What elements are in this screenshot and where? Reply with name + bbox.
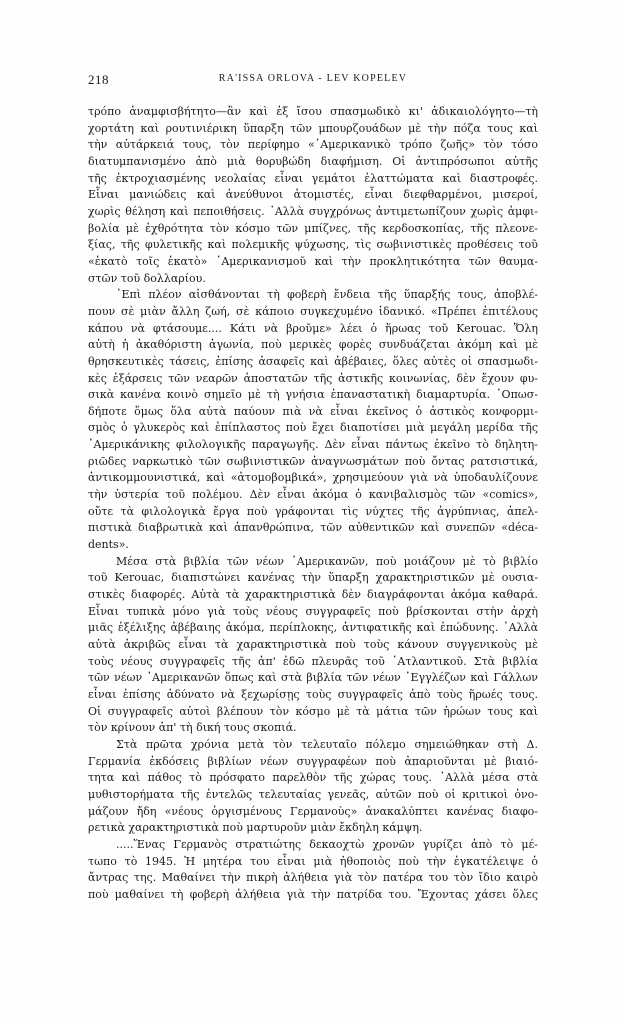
text-line: βολία μὲ ἐχθρότητα τὸν κόσμο τῶν μπίζνες, τῆς κερδοσκοπίας, τῆς πλεονε- xyxy=(88,221,538,235)
text-line: τρόπο ἀναμφισβήτητο—ἂν καὶ ἐξ ἴσου σπασμωδικὸ κι' ἀδικαιολόγητο—τὴ xyxy=(88,105,538,118)
text-line: τοὺς νέους συγγραφεῖς τῆς ἀπ' ἐδῶ πλευρᾶς τοῦ ᾿Ατλαντικοῦ. Στὰ βιβλία xyxy=(88,654,538,668)
text-line: ποὺ μαθαίνει τὴ φοβερὴ ἀλήθεια γιὰ τὴν πατρίδα του. Ἔχοντας χάσει ὅλες xyxy=(88,887,538,901)
text-line: πιστικὰ διαβρωτικὰ καὶ ἀπανθρώπινα, τῶν αὐθεντικῶν καὶ συνεπῶν «déca- xyxy=(88,521,538,535)
text-line: σικὰ κανένα κοινὸ σημεῖο μὲ τὴ γνήσια ἐπαναστατικὴ διαμαρτυρία. ᾿Οπωσ- xyxy=(88,388,538,402)
text-line: κὲς ἐξάρσεις τῶν νεαρῶν ἀποστατῶν τῆς ἀστικῆς κοινωνίας, δὲν ἔχουν φυ- xyxy=(88,371,538,385)
text-line: σμὸς ὁ γλυκερὸς καὶ ἐπίπλαστος ποὺ ἔχει διαποτίσει μιὰ μεγάλη μερίδα τῆς xyxy=(88,421,538,435)
text-line: αὐτὴ ἡ ἀκαθόριστη ἀγωνία, ποὺ μερικὲς φορὲς συνδυάζεται ἀκόμη καὶ μὲ xyxy=(88,338,538,352)
text-line: στῶν τοῦ δολλαρίου. xyxy=(88,271,206,285)
text-line: τὴν αὐτάρκειά τους, τὸν περίφημο «᾿Αμερικανικὸ τρόπο ζωῆς» τὸν τόσο xyxy=(88,138,538,152)
text-line: dents». xyxy=(88,538,129,552)
text-line: χωρὶς θέληση καὶ πεποιθήσεις. ᾿Αλλὰ συγχρόνως ἀντιμετωπίζουν χωρὶς ἀμφι- xyxy=(88,204,538,218)
text-line: ἄντρας της. Μαθαίνει τὴν πικρὴ ἀλήθεια γιὰ τὸν πατέρα του τὸν ἴδιο καιρὸ xyxy=(88,871,538,885)
text-line: πουν σὲ μιὰν ἄλλη ζωή, σὲ κάποιο συγκεχυμένο ἰδανικό. «Πρέπει ἐπιτέλους xyxy=(88,304,538,318)
page-header xyxy=(88,72,538,88)
text-line: ᾿Επὶ πλέον αἰσθάνονται τὴ φοβερὴ ἔνδεια τῆς ὕπαρξής τους, ἀποβλέ- xyxy=(116,288,538,302)
text-line: Στὰ πρῶτα χρόνια μετὰ τὸν τελευταῖο πόλεμο σημειώθηκαν στὴ Δ. xyxy=(116,737,538,751)
text-line: ξίας, τῆς φυλετικῆς καὶ πολεμικῆς ψύχωσης, τὶς σωβινιστικὲς προθέσεις τοῦ xyxy=(88,238,538,252)
text-line: οὔτε τὰ φιλολογικὰ ἔργα ποὺ γράφονται τὶς νύχτες τῆς ἀγρύπνιας, ἀπελ- xyxy=(88,504,538,518)
text-line: Οἱ συγγραφεῖς αὐτοὶ βλέπουν τὸν κόσμο μὲ τὰ μάτια τῶν ἡρώων τους καὶ xyxy=(88,704,538,718)
text-line: Εἶναι μανιώδεις καὶ ἀνεύθυνοι ἀτομιστές, εἶναι διεφθαρμένοι, μισεροί, xyxy=(88,188,538,202)
text-line: αὐτὰ ἀκριβῶς εἶναι τὰ χαρακτηριστικὰ ποὺ τοὺς κάνουν συγγενικοὺς μὲ xyxy=(88,638,538,651)
text-line: ρετικὰ χαρακτηριστικὰ ποὺ μαρτυροῦν μιὰν ἔκδηλη κάμψη. xyxy=(88,821,423,835)
text-line: ριῶδες ναρκωτικὸ τῶν σωβινιστικῶν ἀναγνωσμάτων ποὺ ὄντας ρατσιστικά, xyxy=(88,454,538,468)
text-line: Γερμανία ἐκδόσεις βιβλίων νέων συγγραφέων ποὺ ἀπαριοῦνται μὲ βιαιό- xyxy=(88,754,538,768)
text-line: τὴν ὑστερία τοῦ πολέμου. Δὲν εἶναι ἀκόμα ὁ κανιβαλισμὸς τῶν «comics», xyxy=(88,488,538,502)
text-line: δήποτε ὅμως ὅλα αὐτὰ παύουν πιὰ νὰ εἶναι ἐκεῖνος ὁ ἀστικὸς κονφορμι- xyxy=(88,404,538,418)
text-line: τῆς ἐκτροχιασμένης νεολαίας εἶναι γεμάτοι ἐλαττώματα καὶ διαστροφές. xyxy=(88,171,538,185)
text-line: Εἶναι τυπικὰ μόνο γιὰ τοὺς νέους συγγραφεῖς ποὺ βρίσκονται στὴν ἀρχὴ xyxy=(88,604,538,618)
text-line: θρησκευτικὲς τάσεις, ἐπίσης ἀσαφεῖς καὶ ἀβέβαιες, ὅλες αὐτὲς οἱ σπασμωδι- xyxy=(88,354,538,368)
text-line: στικὲς διαφορές. Αὐτὰ τὰ χαρακτηριστικὰ δὲν διαγράφονται ἀκόμα καθαρά. xyxy=(88,588,538,602)
text-line: εἶναι ἐπίσης ἀδύνατο νὰ ξεχωρίσῃς τοὺς συγγραφεῖς ἀπὸ τοὺς ἥρωές τους. xyxy=(88,687,538,701)
text-line: τωπο τὸ 1945. Ἡ μητέρα του εἶναι μιὰ ἠθοποιὸς ποὺ τὴν ἐγκατέλειψε ὁ xyxy=(88,854,538,868)
text-line: τητα καὶ πάθος τὸ πρόσφατο παρελθὸν τῆς χώρας τους. ᾿Αλλὰ μέσα στὰ xyxy=(88,771,538,785)
text-line: κάπου νὰ φτάσουμε.... Κάτι νὰ βροῦμε» λέει ὁ ἥρωας τοῦ Kerouac. Ὅλη xyxy=(88,321,538,335)
text-line: τοῦ Kerouac, διαπιστώνει κανένας τὴν ὕπαρξη χαρακτηριστικῶν μὲ ουσια- xyxy=(88,571,538,585)
text-line: ᾿Αμερικάνικης φιλολογικῆς παραγωγῆς. Δὲν εἶναι πάντως ἐκεῖνο τὸ δηλητη- xyxy=(88,438,538,452)
running-head: RA'ISSA ORLOVA - LEV KOPELEV xyxy=(218,73,408,84)
text-line: μυθιστορήματα τῆς ἐντελῶς τελευταίας γενεᾶς, αὐτῶν ποὺ οἱ κριτικοὶ ὀνο- xyxy=(88,787,538,801)
text-line: μιᾶς ἐξέλιξης ἀβέβαιης ἀκόμα, περίπλοκης, ἀντιφατικῆς καὶ ἐπώδυνης. ᾿Αλλὰ xyxy=(88,621,538,635)
text-line: τὸν κρίνουν ἀπ' τὴ δική τους σκοπιά. xyxy=(88,721,297,735)
text-line: τῶν νέων ᾿Αμερικανῶν ὅπως καὶ στὰ βιβλία τῶν νέων ᾿Εγγλέζων καὶ Γάλλων xyxy=(88,671,538,685)
text-line: μάζουν ἤδη «νέους ὀργισμένους Γερμανοὺς» ἀνακαλύπτει κανένας διαφο- xyxy=(88,804,538,818)
text-line: διατυμπανισμένο ἀπὸ μιὰ θορυβώδη διαφήμιση. Οἱ ἀντιπρόσωποι αὐτῆς xyxy=(88,154,538,168)
body-text xyxy=(88,104,538,904)
text-line: χορτάτη καὶ ρουτινιέρικη ὕπαρξη τῶν μπουρζουάδων μὲ τὴν πόζα τους καὶ xyxy=(88,121,538,135)
text-line: ἀντικομμουνιστικά, καὶ «ἀτομοβομβικά», χρησιμεύουν γιὰ νὰ ὑποδαυλίζουνε xyxy=(88,471,538,485)
text-line: .....Ἕνας Γερμανὸς στρατιώτης δεκαοχτὼ χρονῶν γυρίζει ἀπὸ τὸ μέ- xyxy=(116,837,538,851)
page-number: 218 xyxy=(88,72,109,87)
text-line: «ἑκατὸ τοῖς ἑκατὸ» ᾿Αμερικανισμοῦ καὶ τὴν προκλητικότητα τῶν θαυμα- xyxy=(88,254,538,268)
text-line: Μέσα στὰ βιβλία τῶν νέων ᾿Αμερικανῶν, ποὺ μοιάζουν μὲ τὸ βιβλίο xyxy=(116,554,538,568)
